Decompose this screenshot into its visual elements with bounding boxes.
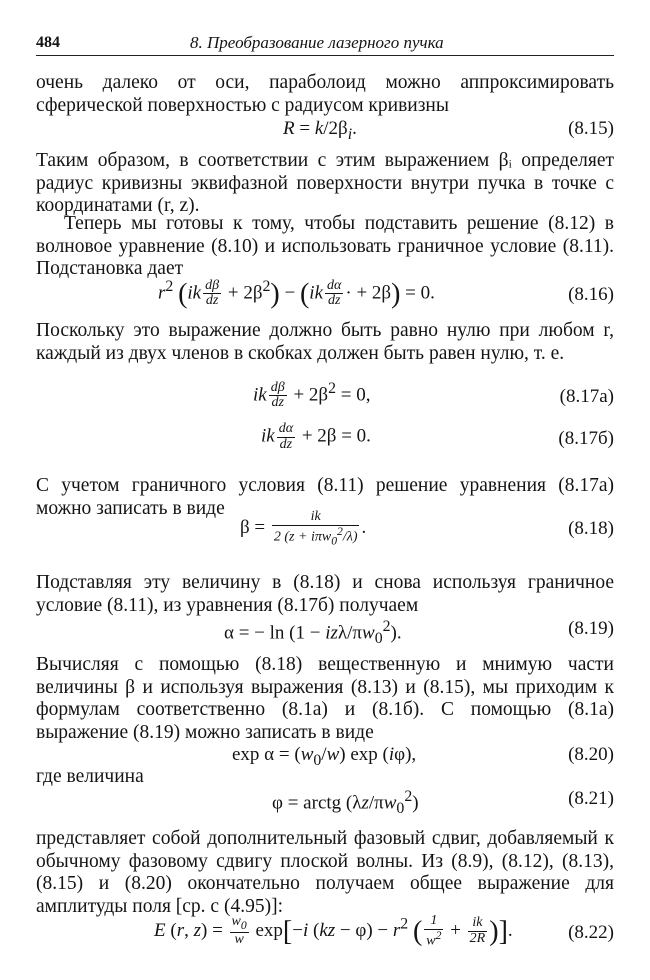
equation-formula: ik $\frac{d\alpha}{dz}$ + 2β = 0. [261,421,371,452]
equation-number: (8.18) [568,518,614,539]
running-title: 8. Преобразование лазерного пучка [190,33,444,52]
paragraph-1: очень далеко от оси, параболоид можно аппроксимировать сферической поверхностью с радиусом кривизны [36,72,614,116]
equation-formula: β = $\frac{ik}{2 (z + i\pi w_0^2/\lambda)}$ . [240,509,367,548]
equation-number: (8.16) [568,284,614,305]
paragraph-8: представляет собой дополнительный фазовый сдвиг, добавляемый к обычному фазовому сдвигу плоской волны. Из (8.9), (8.12), (8.13), (8.15) и (8.20) окончательно получаем общее выражение для амплитуды поля [ср. с (4.95)]: [36,828,614,917]
equation-8-17a [36,380,614,422]
equation-formula: $r^2$ (ik $\frac{d\beta}{dz}$ + $2\beta^2) - (ik$ $\frac{d\alpha}{dz}$ · + 2β) = 0. [158,277,435,310]
equation-formula: φ = arctg $(\lambda z/\pi w_0^2)$ [272,788,419,818]
paragraph-7: Вычисляя с помощью (8.18) вещественную и мнимую части величины β и используя выражения (8.13) и (8.15), мы приходим к формулам соответственно (8.1а) и (8.1б). С помощью (8.1а) выражение (8.19) можно записать в виде [36,654,614,743]
paragraph-3: Теперь мы готовы к тому, чтобы подставить решение (8.12) в волновое уравнение (8.10) и использовать граничное условие (8.11). Подстановка дает [36,213,614,280]
header-rule [36,55,614,56]
equation-8-16 [36,276,614,318]
paragraph-6: Подставляя эту величину в (8.18) и снова используя граничное условие (8.11), из уравнения (8.17б) получаем [36,572,614,616]
equation-number: (8.20) [568,744,614,765]
equation-number: (8.19) [568,618,614,639]
paragraph-4: Поскольку это выражение должно быть равно нулю при любом r, каждый из двух членов в скобках должен быть равен нулю, т. е. [36,320,614,364]
equation-formula: E (r, z) = $\frac{w_0}{w}$ exp[−i $(kz - \varphi) - r^2$ ( $\frac{1}{w^2}$ + $\frac{ik}{2R}$ )]. [154,913,513,949]
equation-8-21 [36,788,614,828]
where-label: где величина [36,766,144,787]
equation-formula: α = − ln (1 − izλ/$\pi w_0^2$). [224,618,402,648]
equation-formula: $\exp \alpha = (w_0/w)$ exp (iφ), [232,744,417,769]
equation-number: (8.21) [568,788,614,809]
page-number: 484 [36,34,60,51]
paragraph-2: Таким образом, в соответствии с этим выражением βᵢ определяет радиус кривизны эквифазной поверхности внутри пучка в точке с координатами (r, z). [36,150,614,217]
equation-number: (8.17а) [559,386,614,407]
equation-8-22 [36,914,614,964]
equation-8-17b [36,422,614,464]
equation-number: (8.15) [568,118,614,139]
paragraph-5: С учетом граничного условия (8.11) решение уравнения (8.17а) можно записать в виде [36,475,614,519]
equation-8-18 [36,510,614,560]
equation-formula: $R = k/2\beta_i$. [283,118,357,143]
equation-8-19 [36,618,614,658]
equation-formula: ik $\frac{d\beta}{dz}$ + $2\beta^2 = 0$, [253,379,371,411]
equation-number: (8.17б) [558,428,614,449]
equation-number: (8.22) [568,922,614,943]
